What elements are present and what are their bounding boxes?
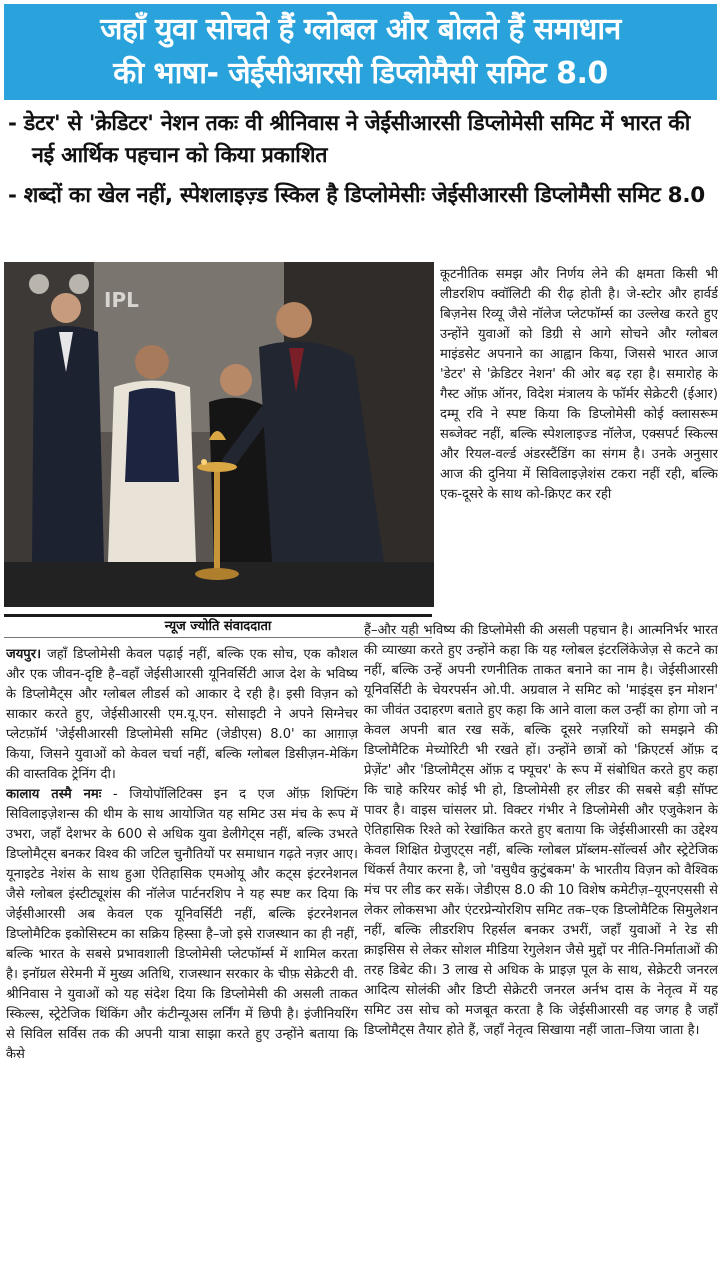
article-paragraph-2 [6,785,358,1065]
article-right-bottom: हैं–और यही भविष्य की डिप्लोमेसी की असली पहचान है। आत्मनिर्भर भारत की व्याख्या करते हुए उन्होंने कहा कि यह ग्लोबल इंटरलिंकेजेज़ से कटने का नहीं, बल्कि उन्हें अपनी रणनीतिक ताकत बनाने का नाम है। जेईसीआरसी यूनिवर्सिटी के चेयरपर्सन ओ.पी. अग्रवाल ने समिट को 'माइंड्स इन मोशन' का जीवंत उदाहरण बताते हुए कहा कि आने वाला कल उन्हीं का होगा जो न केवल अपनी बात रख सकें, बल्कि दूसरे नज़रियों को समझने की डिप्लोमैटिक मेच्योरिटी भी रखते हों। उन्होंने छात्रों को 'क्रिएटर्स ऑफ़ द प्रेज़ेंट' और 'डिप्लोमैट्स ऑफ़ द फ्यूचर' के रूप में संबोधित करते हुए कहा कि चाहे करियर कोई भी हो, डिप्लोमेसी हर लीडर की सबसे बड़ी सॉफ्ट पावर है। वाइस चांसलर प्रो. विक्टर गंभीर ने डिप्लोमेसी और एजुकेशन के ऐतिहासिक रिश्ते को रेखांकित करते हुए बताया कि जेईसीआरसी का उद्देश्य केवल शिक्षित ग्रेजुएट्स नहीं, बल्कि ग्लोबल प्रॉब्लम-सॉल्वर्स और स्ट्रेटेजिक थिंकर्स तैयार करना है, जो 'वसुधैव कुटुंबकम' के भारतीय विज़न को वैश्विक मंच पर लीड कर सकें। जेडीएस 8.0 की 10 विशेष कमेटीज़–यूएनएससी से लेकर लोकसभा और एंटरप्रेन्योरशिप समिट तक–एक डिप्लोमैटिक सिमुलेशन नहीं, बल्कि लीडरशिप रिहर्सल बनकर उभरीं, जहाँ युवाओं ने रेड सी क्राइसिस से लेकर सोशल मीडिया रेगुलेशन जैसे मुद्दों पर नीति-निर्माताओं की तरह डिबेट की। 3 लाख से अधिक के प्राइज़ पूल के साथ, सेक्रेटरी जनरल आदित्य सोलंकी और डिप्टी सेक्रेटरी जनरल अर्नभ दास के नेतृत्व में यह समिट उस सोच को मजबूत करता है कि जेईसीआरसी वह जगह है जहाँ डिप्लोमैट्स तैयार होते हैं, जहाँ नेतृत्व सिखाया नहीं जाता–जिया जाता है। [364,623,718,1038]
headline-banner [4,4,717,100]
article-right-top: कूटनीतिक समझ और निर्णय लेने की क्षमता किसी भी लीडरशिप क्वॉलिटी की रीढ़ होती है। जे-स्टोर और हार्वर्ड बिज़नेस रिव्यू जैसे नॉलेज प्लेटफॉर्म्स का उल्लेख करते हुए उन्होंने युवाओं को डिग्री से आगे सोचने और ग्लोबल माइंडसेट अपनाने का आह्वान किया, जिससे भारत आज 'डेटर' से 'क्रेडिटर नेशन' की ओर बढ़ रहा है। समारोह के गैस्ट ऑफ़ ऑनर, विदेश मंत्रालय के फॉर्मर सेक्रेटरी (ईआर) दम्मू रवि ने स्पष्ट किया कि डिप्लोमेसी कोई क्लासरूम सब्जेक्ट नहीं, बल्कि स्पेशलाइज्ड नॉलेज, एक्सपर्ट स्किल्स और रियल-वर्ल्ड अंडरस्टैंडिंग का संगम है। उनके अनुसार आज की दुनिया में सिविलाइज़ेशंस टकरा नहीं रही, बल्कि एक-दूसरे के साथ को-क्रिएट कर रही [440,267,718,502]
event-photo [4,262,434,607]
dateline: जयपुर। [6,647,42,662]
person-left [32,293,104,562]
headline-line-1: जहाँ युवा सोचते हैं ग्लोबल और बोलते हैं समाधान [100,12,621,47]
photo-illustration [4,262,434,607]
paragraph-1-text: जहाँ डिप्लोमेसी केवल पढ़ाई नहीं, बल्कि एक सोच, एक कौशल और एक जीवन-दृष्टि है–वहाँ जेईसीआरसी यूनिवर्सिटी आज देश के भविष्य के डिप्लोमैट्स और ग्लोबल लीडर्स को आकार दे रही है। इसी विज़न को साकार करते हुए, जेईसीआरसी एम.यू.एन. सोसाइटी ने अपने सिग्नेचर प्लेटफ़ॉर्म 'जेईसीआरसी डिप्लोमेसी समिट (जेडीएस) 8.0' का आग़ाज़ किया, जिसने युवाओं को केवल चर्चा नहीं, बल्कि ग्लोबल डिसीज़न-मेकिंग की वास्तविक ट्रेनिंग दी। [6,647,358,782]
byline: न्यूज ज्योति संवाददाता [4,614,432,638]
article-left-column [6,645,358,1257]
banner-logo-text: IPL [104,288,139,312]
paragraph-2-text: - जियोपॉलिटिक्स इन द एज ऑफ़ शिफ्टिंग सिविलाइज़ेशन्स की थीम के साथ आयोजित यह समिट उस मंच के रूप में उभरा, जहाँ देशभर के 600 से अधिक युवा डेलीगेट्स नहीं, बल्कि उभरते डिप्लोमैट्स बनकर विश्व की जटिल चुनौतियों पर समाधान गढ़ते नज़र आए। यूनाइटेड नेशंस के साथ हुआ ऐतिहासिक एमओयू और कट्स इंटरनेशनल जैसे ग्लोबल इंस्टीट्यूशंस की नॉलेज पार्टनरशिप ने यह स्पष्ट कर दिया कि जेईसीआरसी अब केवल एक यूनिवर्सिटी नहीं, बल्कि इंटरनेशनल डिप्लोमैटिक इकोसिस्टम का सक्रिय हिस्सा है–जो इसे राजस्थान का ही नहीं, बल्कि भारत के सबसे प्रभावशाली डिप्लोमेसी प्लेटफॉर्म्स में शामिल करता है। इनॉग्रल सेरेमनी में मुख्य अतिथि, राजस्थान सरकार के चीफ़ सेक्रेटरी वी. श्रीनिवास ने युवाओं को यह संदेश दिया कि डिप्लोमेसी की असली ताकत स्किल्स, स्ट्रेटेजिक थिंकिंग और कंटीन्यूअस लर्निंग में छिपी है। इंजीनियरिंग से सिविल सर्विस तक की अपनी यात्रा साझा करते हुए उन्होंने बताया कि कैसे [6,787,358,1062]
article-paragraph-1 [6,645,358,785]
headline-line-2: की भाषा- जेईसीआरसी डिप्लोमैसी समिट 8.0 [113,56,608,91]
subheadline-1: - डेटर' से 'क्रेडिटर' नेशन तकः वी श्रीनिवास ने जेईसीआरसी डिप्लोमेसी समिट में भारत की नई आर्थिक पहचान को किया प्रकाशित [8,111,691,168]
subheadline-2: - शब्दों का खेल नहीं, स्पेशलाइज़्ड स्किल है डिप्लोमेसीः जेईसीआरसी डिप्लोमैसी समिट 8.0 [8,183,705,208]
paragraph-2-lead: कालाय तस्मै नमः [6,787,102,802]
